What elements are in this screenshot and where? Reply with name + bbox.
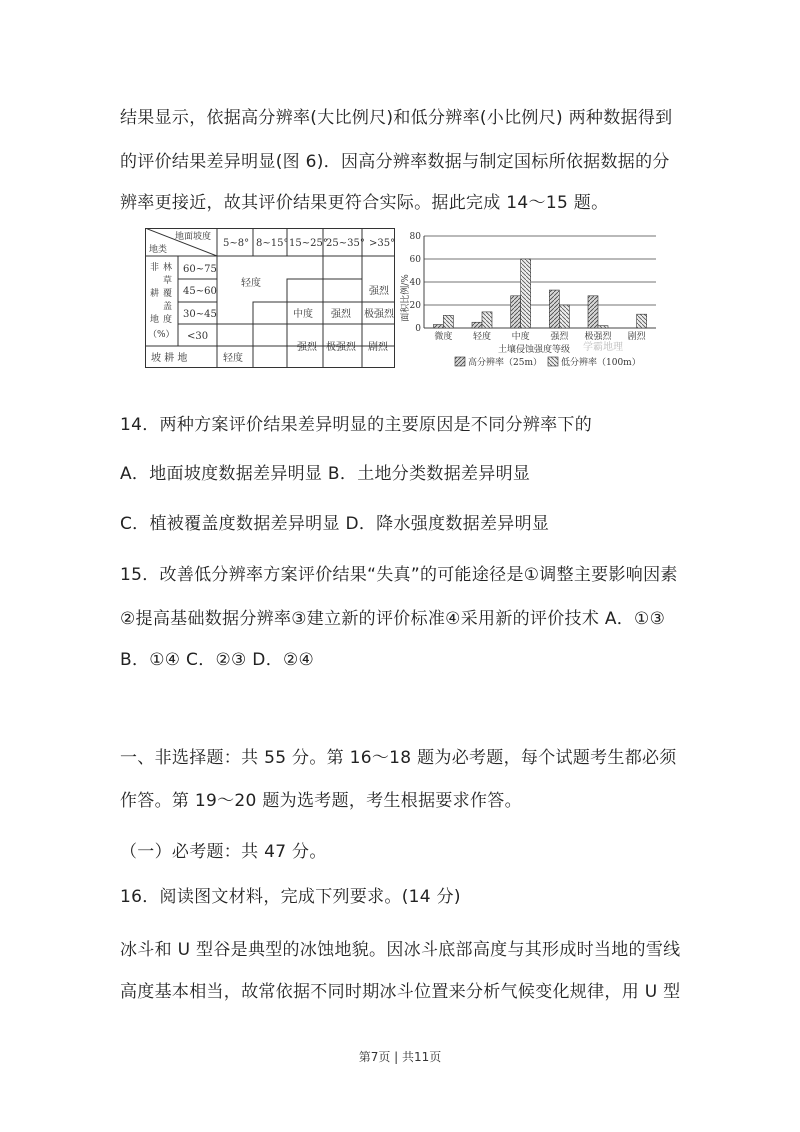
question-14-options-ab: A．地面坡度数据差异明显 B．土地分类数据差异明显 bbox=[120, 464, 531, 484]
gridlines bbox=[424, 236, 656, 328]
y-axis-label: 面积比例/% bbox=[401, 274, 411, 322]
bar-low bbox=[482, 312, 492, 328]
slope-header: 8~15° bbox=[256, 238, 289, 249]
bar-high bbox=[588, 296, 598, 328]
bar-low bbox=[598, 326, 608, 328]
grade-light: 轻度 bbox=[241, 278, 261, 289]
page-footer: 第7页 | 共11页 bbox=[358, 1050, 442, 1064]
x-category-label: 轻度 bbox=[472, 332, 492, 342]
question-15-line-1: 15．改善低分辨率方案评价结果“失真”的可能途径是①调整主要影响因素 bbox=[120, 565, 678, 585]
row-group-char: 草 bbox=[163, 276, 173, 286]
section-header-line-1: 一、非选择题：共 55 分。第 16～18 题为必考题，每个试题考生都必须 bbox=[120, 748, 677, 768]
y-tick-label: 20 bbox=[409, 301, 421, 311]
bar-high bbox=[433, 325, 443, 328]
x-categories bbox=[434, 330, 646, 342]
bars bbox=[433, 259, 646, 328]
y-ticks bbox=[410, 232, 422, 334]
grade-strong: 强烈 bbox=[369, 286, 389, 297]
x-category-label: 中度 bbox=[511, 332, 530, 342]
grade-extreme: 极强烈 bbox=[364, 309, 394, 320]
coverage-row: 60~75 bbox=[183, 264, 217, 275]
row-group-char: 非 bbox=[150, 263, 160, 273]
corner-top: 地面坡度 bbox=[175, 232, 212, 242]
question-16-text-1: 冰斗和 U 型谷是典型的冰蚀地貌。因冰斗底部高度与其形成时当地的雪线 bbox=[120, 940, 681, 960]
coverage-row: 30~45 bbox=[183, 309, 217, 320]
coverage-row: <30 bbox=[187, 331, 209, 342]
grade-strong: 强烈 bbox=[331, 309, 351, 320]
slope-header: 15~25° bbox=[289, 238, 328, 249]
bar-high bbox=[472, 322, 482, 328]
y-tick-label: 60 bbox=[409, 255, 421, 265]
bar-low bbox=[637, 314, 647, 328]
y-tick-label: 40 bbox=[409, 278, 421, 288]
paragraph-line-3: 辨率更接近，故其评价结果更符合实际。据此完成 14～15 题。 bbox=[120, 193, 609, 213]
grade-severe: 剧烈 bbox=[368, 342, 388, 353]
y-tick-label: 0 bbox=[415, 324, 421, 334]
row-group-char: 耕 bbox=[150, 289, 160, 299]
section-subheader: （一）必考题：共 47 分。 bbox=[120, 842, 327, 862]
erosion-bar-chart bbox=[398, 228, 660, 370]
x-axis-label: 土壤侵蚀强度等级 bbox=[498, 345, 571, 355]
grade-strong: 强烈 bbox=[297, 342, 317, 353]
legend-swatch-low bbox=[548, 357, 558, 366]
question-16: 16．阅读图文材料，完成下列要求。(14 分) bbox=[120, 887, 461, 907]
question-15-line-3: B．①④ C．②③ D．②④ bbox=[120, 650, 315, 670]
x-category-label: 强烈 bbox=[550, 332, 569, 342]
legend-swatch-high bbox=[455, 357, 465, 366]
paragraph-line-2: 的评价结果差异明显(图 6)．因高分辨率数据与制定国标所依据数据的分 bbox=[120, 152, 670, 172]
row-group-char: 盖 bbox=[163, 302, 173, 312]
coverage-row: 45~60 bbox=[183, 286, 217, 297]
y-tick-label: 80 bbox=[409, 232, 421, 242]
row-group-char: （%） bbox=[148, 330, 175, 340]
slope-header: 25~35° bbox=[326, 238, 365, 249]
section-header-line-2: 作答。第 19～20 题为选考题，考生根据要求作答。 bbox=[120, 791, 522, 811]
question-14-options-cd: C．植被覆盖度数据差异明显 D．降水强度数据差异明显 bbox=[120, 514, 550, 534]
row-group-char: 覆 bbox=[163, 289, 173, 299]
row-group-char: 地 bbox=[150, 315, 160, 325]
bar-high bbox=[511, 296, 521, 328]
x-category-label: 剧烈 bbox=[627, 332, 646, 342]
grade-medium: 中度 bbox=[293, 309, 313, 320]
question-14: 14．两种方案评价结果差异明显的主要原因是不同分辨率下的 bbox=[120, 415, 593, 435]
grade-light: 轻度 bbox=[223, 353, 243, 364]
bar-low bbox=[521, 259, 531, 328]
slope-header: >35° bbox=[369, 238, 395, 249]
legend-label-low: 低分辨率（100m） bbox=[561, 358, 641, 368]
legend-label-high: 高分辨率（25m） bbox=[468, 358, 542, 368]
slope-header: 5~8° bbox=[223, 238, 250, 249]
erosion-grading-table bbox=[145, 228, 395, 368]
question-16-text-2: 高度基本相当，故常依据不同时期冰斗位置来分析气候变化规律，用 U 型 bbox=[120, 982, 681, 1002]
bar-low bbox=[559, 305, 569, 328]
row-group-char: 度 bbox=[163, 315, 173, 325]
paragraph-line-1: 结果显示，依据高分辨率(大比例尺)和低分辨率(小比例尺) 两种数据得到 bbox=[120, 108, 673, 128]
corner-bottom: 地类 bbox=[149, 245, 168, 255]
watermark: 学霸地理 bbox=[583, 342, 623, 353]
bar-high bbox=[549, 290, 559, 328]
row-group-char: 林 bbox=[163, 263, 173, 273]
grade-extreme: 极强烈 bbox=[326, 342, 356, 353]
bar-low bbox=[443, 315, 453, 328]
x-category-label: 极强烈 bbox=[584, 332, 612, 342]
x-category-label: 微度 bbox=[434, 332, 453, 342]
question-15-line-2: ②提高基础数据分辨率③建立新的评价标准④采用新的评价技术 A．①③ bbox=[120, 609, 666, 629]
sloped-farmland-label: 坡 耕 地 bbox=[151, 353, 188, 364]
